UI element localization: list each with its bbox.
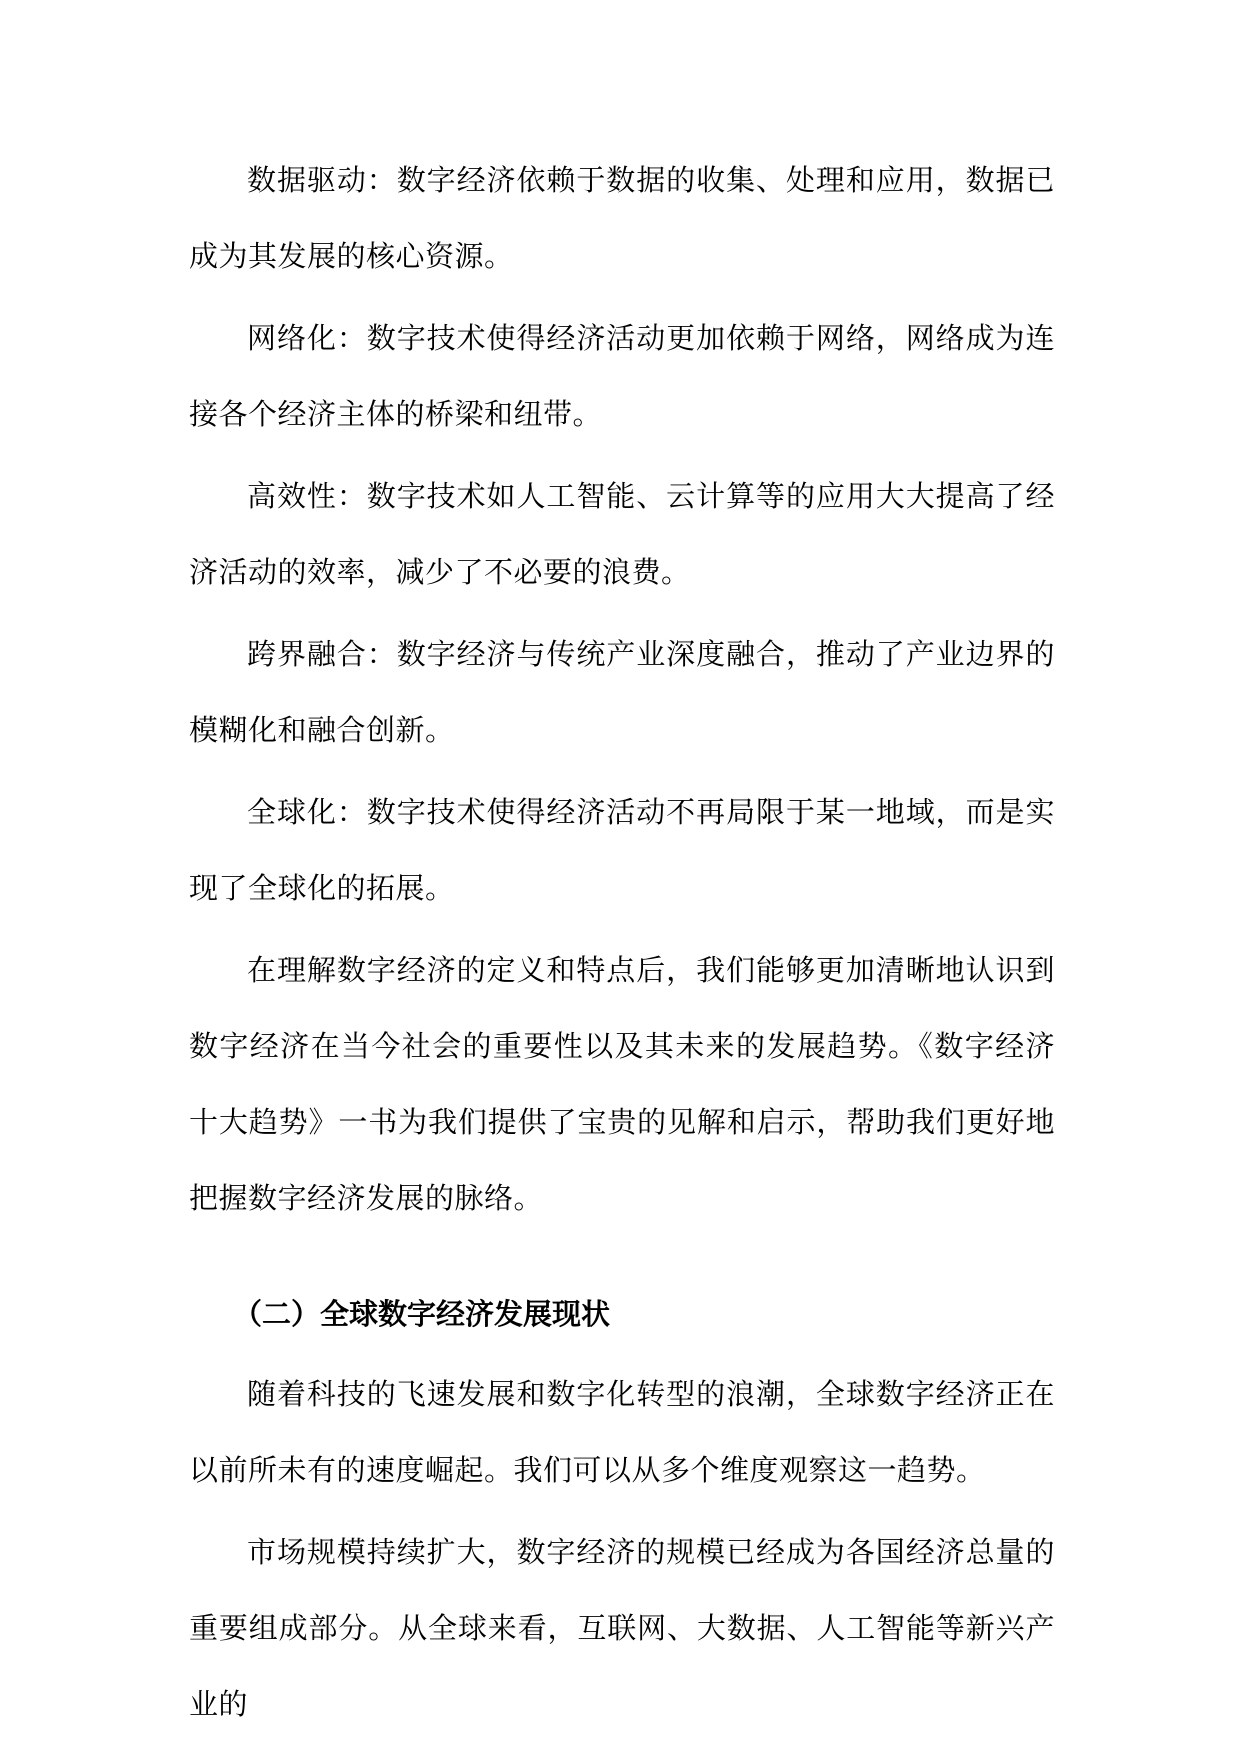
paragraph-data-driven: 数据驱动：数字经济依赖于数据的收集、处理和应用，数据已成为其发展的核心资源。 — [189, 163, 1055, 273]
paragraph-summary: 在理解数字经济的定义和特点后，我们能够更加清晰地认识到数字经济在当今社会的重要性以及其未来的发展趋势。《数字经济十大趋势》一书为我们提供了宝贵的见解和启示，帮助我们更好地把握数字经济发展的脉络。 — [189, 953, 1055, 1215]
paragraph-global-rise: 随着科技的飞速发展和数字化转型的浪潮，全球数字经济正在以前所未有的速度崛起。我们可以从多个维度观察这一趋势。 — [189, 1377, 1055, 1487]
paragraph-globalization: 全球化：数字技术使得经济活动不再局限于某一地域，而是实现了全球化的拓展。 — [189, 795, 1055, 905]
paragraph-networked: 网络化：数字技术使得经济活动更加依赖于网络，网络成为连接各个经济主体的桥梁和纽带。 — [189, 321, 1055, 431]
section-heading: （二）全球数字经济发展现状 — [233, 1297, 611, 1331]
paragraph-efficiency: 高效性：数字技术如人工智能、云计算等的应用大大提高了经济活动的效率，减少了不必要的浪费。 — [189, 479, 1055, 589]
paragraph-cross-border: 跨界融合：数字经济与传统产业深度融合，推动了产业边界的模糊化和融合创新。 — [189, 637, 1055, 747]
paragraph-market-scale: 市场规模持续扩大，数字经济的规模已经成为各国经济总量的重要组成部分。从全球来看，互联网、大数据、人工智能等新兴产业的 — [189, 1535, 1055, 1721]
document-body — [189, 142, 1055, 1748]
